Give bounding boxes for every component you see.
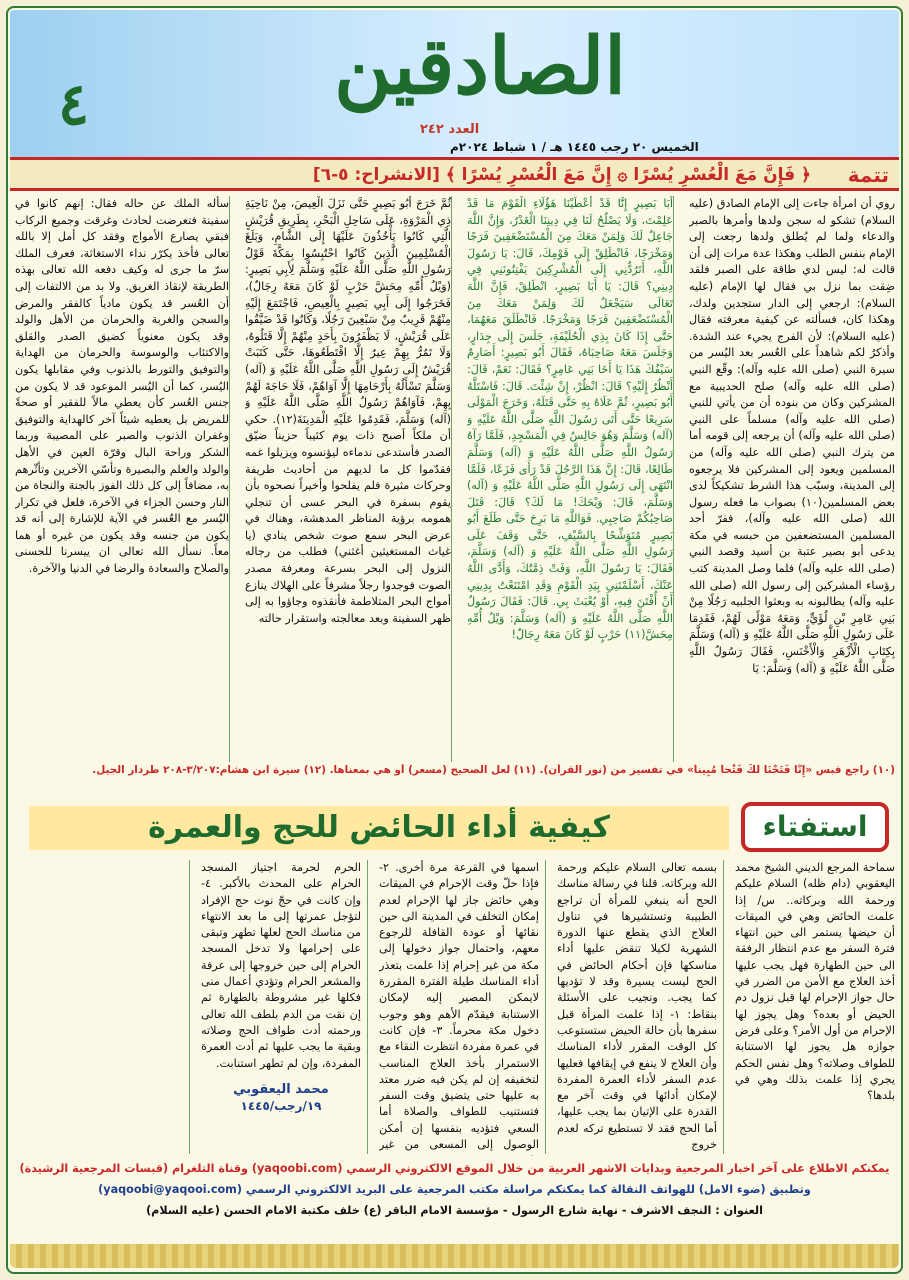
issue-number: العدد ٢٤٢	[420, 122, 480, 137]
istifta-banner	[10, 796, 899, 858]
column-divider	[189, 860, 190, 1154]
page-number: ٤	[58, 70, 90, 138]
issue-date: الخميس ٢٠ رجب ١٤٤٥ هـ / ١ شباط ٢٠٢٤م	[450, 140, 699, 154]
column-divider	[367, 860, 368, 1154]
signature-date: ١٩/رجب/١٤٤٥	[240, 1099, 322, 1114]
article-column-2: أَبَا بَصِيرٍ إِنَّا قَدْ أَعْطَيْنَا هَؤُلَاءِ الْقَوْمَ مَا قَدْ عَلِمْتَ، وَلَا يَصْلُحُ لَنَا فِي دِينِنَا الْغَدْرُ، وَإِنَّ اللَّهَ جَاعِلٌ لَكَ وَلِمَنْ مَعَكَ مِنَ الْمُسْتَضْعَفِينَ فَرَجًا وَمَخْرَجًا، فَانْطَلِقْ إِلَى قَوْمِكَ، قَالَ: يَا رَسُولَ اللَّهِ، أَتَرُدُّنِي إِلَى الْمُشْرِكِينَ يَفْتِنُونَنِي فِي دِينِي؟ قَالَ: يَا أَبَا بَصِيرٍ، انْطَلِقْ، فَإِنَّ اللَّهَ تَعَالَى سَيَجْعَلُ لَكَ وَلِمَنْ مَعَكَ مِنَ الْمُسْتَضْعَفِينَ فَرَجًا وَمَخْرَجًا. فَانْطَلَقَ مَعَهُمَا، حَتَّى إِذَا كَانَ بِذِي الْحُلَيْفَةِ، جَلَسَ إِلَى جِدَارٍ، وَجَلَسَ مَعَهُ صَاحِبَاهُ، فَقَالَ أَبُو بَصِيرٍ: أَصَارِمٌ سَيْفُكَ هَذَا يَا أَخَا بَنِي عَامِرٍ؟ فَقَالَ: نَعَمْ، قَالَ: أَنْظُرُ إِلَيْهِ؟ قَالَ: انْظُرْ، إِنْ شِئْتَ. قَالَ: فَاسْتَلَّهُ أَبُو بَصِيرٍ، ثُمَّ عَلَاهُ بِهِ حَتَّى قَتَلَهُ، وَخَرَجَ الْمَوْلَى سَرِيعًا حَتَّى أَتَى رَسُولَ اللَّهِ صَلَّى اللَّهُ عَلَيْهِ وَ (آله) وَسَلَّمَ وَهُوَ جَالِسٌ فِي الْمَسْجِدِ، فَلَمَّا رَآهُ رَسُولُ اللَّهِ صَلَّى اللَّهُ عَلَيْهِ وَ (آله) وَسَلَّمَ طَالِعًا، قَالَ: إِنَّ هَذَا الرَّجُلَ قَدْ رَأَى فَزَعًا، فَلَمَّا انْتَهَى إِلَى رَسُولِ اللَّهِ صَلَّى اللَّهُ عَلَيْهِ وَ (آله) وَسَلَّمَ، قَالَ: وَيْحَكَ! مَا لَكَ؟ قَالَ: قَتَلَ صَاحِبُكُمْ صَاحِبِي. فَوَاللَّهِ مَا بَرِحَ حَتَّى طَلَعَ أَبُو بَصِيرٍ مُتَوَشِّحًا بِالسَّيْفِ، حَتَّى وَقَفَ عَلَى رَسُولِ اللَّهِ صَلَّى اللَّهُ عَلَيْهِ وَ (آله) وَسَلَّمَ، فَقَالَ: يَا رَسُولَ اللَّهِ، وَفَتْ ذِمَّتُكَ، وَأَدَّى اللَّهُ عَنْكَ، أَسْلَمْتَنِي بِيَدِ الْقَوْمِ وَقَدِ امْتَنَعْتُ بِدِينِي أَنْ أُفْتَنَ فِيهِ، أَوْ يُعْبَثَ بِي. قَالَ: فَقَالَ رَسُولُ اللَّهِ صَلَّى اللَّهُ عَلَيْهِ وَ (آله) وَسَلَّمَ: وَيْلُ أُمِّهِ مِحَشَّ(١١) حَرْبٍ لَوْ كَانَ مَعَهُ رِجَالٌ!	[467, 197, 673, 642]
decorative-bottom-strip	[10, 1244, 899, 1268]
column-divider	[673, 196, 674, 762]
istifta-columns	[14, 860, 895, 1156]
istifta-answer-column-2: اسمها في القرعة مرة أخرى. ٢- فإذا حلّ وقت الإحرام في الميقات وهي حائض جاز لها الإحرام لعدم إمكان التخلف في المدينة الى حين نقائها أو عودة القافلة للرجوع معهم، واحتمال جواز دخولها إلى مكة من غير إحرام إذا علمت بتعذر أداء المناسك طيلة الفترة المقررة لايمكن المصير إليه لإمكان الاستنابة فيقدّم الأهم وهو وجوب دخول مكة محرماً. ٣- فإن كانت في عمرة مفردة انتظرت النقاء مع الاستمرار بأخذ العلاج المناسب لتخفيفه إن لم يكن فيه ضرر معتد به عليها حتى يتضيق وقت السفر فتستنيب للطواف والصلاة أما السعي فتؤديه بنفسها إن أمكن الوصول إلى المسعى من غير	[379, 861, 539, 1152]
article-columns	[14, 196, 895, 766]
footer-email-line: وتطبيق (ضوء الامل) للهواتف النقالة كما يمكنكم مراسلة مكتب المرجعية على البريد الالكتروني الرسمي (yaqoobi@yaqooi.com)	[98, 1183, 811, 1196]
istifta-label: استفتاء	[741, 802, 889, 852]
article-column-1: روي أن امرأة جاءت إلى الإمام الصادق (عليه السلام) تشكو له سجن ولدها وأمرها بالصبر والدعاء ولما لم يُطلق ولدها رجعت إلى الإمام بنفس الطلب وهكذا عدة مرات إلى أن قالت له: ليس لدي طاقة على الصبر فلقد ضِقت بما نزل بي فقال لها الإمام (عليه السلام): ارجعي إلى الدار ستجدين ولدك، وهكذا كان، فسألته عن كيفية معرفته فقال (عليه السلام): لأن الفرج يجيء عند الشدة. وأذكرُ لكم شاهداً على العُسر بعد اليُسر من سيرة النبي (صلى الله عليه وآله): وقّع النبي (صلى الله عليه وآله) صلح الحديبية مع المشركين وكان من بنوده أن من يأتي للنبي (صلى الله عليه وآله) مسلماً على النبي (صلى الله عليه وآله) أن يرجعه إلى قومه أما من يترك النبي (صلى الله عليه وآله) من المسلمين ويعود إلى المشركين فلا يرجعوه إلى المدينة، وسبّب هذا الشرط تشكيكاً لدى بعض المسلمين(١٠) بصواب ما فعله رسول الله (صلى الله عليه وآله)، ففرّ أحد المسلمين المستضعفين من حبسه في مكة يدعى أبو بصير عتبة بن أسيد وقصد النبي (صلى الله عليه وآله) فلما وصل المدينة كتب رؤساء المشركين إلى رسول الله (صلى الله عليه وآله) يطالبونه به وبعثوا الجلبيه رَجُلًا مِنْ بَنِي عَامِرِ بْنِ لُؤَيٍّ، وَمَعَهُ مَوْلًى لَهُمْ، فَقَدِمَا عَلَى رَسُولِ اللَّهِ صَلَّى اللَّهُ عَلَيْهِ وَ (آله) وَسَلَّمَ بِكِتَابِ الْأَزْهَرِ وَالْأَخْنَسِ، فَقَالَ رَسُولُ اللَّهِ صَلَّى اللَّهُ عَلَيْهِ وَ (آله) وَسَلَّمَ: يَا	[689, 197, 895, 675]
istifta-title: كيفية أداء الحائض للحج والعمرة	[29, 806, 729, 850]
footer-website-line: يمكنكم الاطلاع على آخر اخبار المرجعية وبدايات الاشهر العربية من خلال الموقع الالكتروني الرسمي (yaqoobi.com) وقناة التلغرام (قبسات المرجعية الرشيدة)	[19, 1162, 890, 1175]
newspaper-masthead: الصادقين	[334, 21, 626, 112]
footer-address-line: العنوان : النجف الاشرف - نهاية شارع الرسول - مؤسسة الامام الباقر (ع) خلف مكتبة الامام الحسن (عليه السلام)	[146, 1204, 763, 1217]
istifta-answer-text: الحرم لحرمة اجتياز المسجد الحرام على المحدث بالأكبر. ٤- وإن كانت في حجّ نوت حج الإفراد لتؤجل عمرتها إلى ما بعد الانتهاء من مناسك الحج لعلها تطهر وتبقى على إحرامها ولا تدخل المسجد الحرام إلى حين خروجها إلى عرفة والمشعر الحرام وتؤدي أعمال منى فكلها غير مشروطة بالطهارة ثم إن نقت من الدم بلطف الله تعالى ورحمته أدت طواف الحج وصلاته وبقية ما يجب عليها ثم أدت العمرة المفردة، وإن لم تطهر استنابت.	[201, 861, 361, 1070]
signature-name: محمد اليعقوبي	[233, 1081, 329, 1097]
page-footer	[10, 1158, 899, 1242]
article-verse-title: ﴿ فَإِنَّ مَعَ الْعُسْرِ يُسْرًا ۞ إِنَّ مَعَ الْعُسْرِ يُسْرًا ﴾ [الانشراح: ٥-٦]	[312, 165, 811, 185]
istifta-question: سماحة المرجع الديني الشيخ محمد اليعقوبي (دام ظله) السلام عليكم ورحمة الله وبركاته.. س/ إذا علمت الحائض وهي في الميقات أن حيضها يستمر الى حين انتهاء فترة السفر مع عدم انتظار الرفقة الى حين الطهارة فهل يجب عليها أخذ العلاج مع الأمن من الضرر في حال جواز الإحرام لها قبل نزول دم الحيض أو بعده؟ وهل يجوز لها الإحرام من أول الأمر؟ وعلى فرض جوازه هل يجوز لها الاستنابة للطواف وصلاته؟ وهل نفس الحكم يجري إذا علمت بذلك وهي في بلدها؟	[735, 861, 895, 1103]
column-divider	[723, 860, 724, 1154]
istifta-answer-column-3	[201, 860, 361, 1156]
article-title-bar	[10, 157, 899, 191]
article-column-3: ثُمَّ خَرَجَ أَبُو بَصِيرٍ حَتَّى نَزَلَ الْعِيصَ، مِنْ نَاحِيَةِ ذِي الْمَرْوَةِ، عَلَى سَاحِلِ الْبَحْرِ، بِطَرِيقِ قُرَيْشٍ الَّتِي كَانُوا يَأْخُذُونَ عَلَيْهَا إِلَى الشَّامِ، وَبَلَغَ الْمُسْلِمِينَ الَّذِينَ كَانُوا احْتُبِسُوا بِمَكَّةَ قَوْلُ رَسُولِ اللَّهِ صَلَّى اللَّهُ عَلَيْهِ وَسَلَّمَ لِأَبِي بَصِيرٍ: (وَيْلُ أُمِّهِ مِحَشَّ حَرْبٍ لَوْ كَانَ مَعَهُ رِجَالٌ)، فَخَرَجُوا إِلَى أَبِي بَصِيرٍ بِالْعِيصِ، فَاجْتَمَعَ إِلَيْهِ مِنْهُمْ قَرِيبٌ مِنْ سَبْعِينَ رَجُلًا، وَكَانُوا قَدْ ضَيَّقُوا عَلَى قُرَيْشٍ، لَا يَظْفَرُونَ بِأَحَدٍ مِنْهُمْ إِلَّا قَتَلُوهُ، وَلَا تَمُرُّ بِهِمْ عِيرٌ إِلَّا اقْتَطَعُوهَا، حَتَّى كَتَبَتْ قُرَيْشٌ إِلَى رَسُولِ اللَّهِ صَلَّى اللَّهُ عَلَيْهِ وَ (آله) وَسَلَّمَ تَسْأَلُهُ بِأَرْحَامِهَا إِلَّا آوَاهُمْ، فَلَا حَاجَةَ لَهُمْ بِهِمْ، فَآوَاهُمْ رَسُولُ اللَّهِ صَلَّى اللَّهُ عَلَيْهِ وَ (آله) وَسَلَّمَ، فَقَدِمُوا عَلَيْهِ الْمَدِينَةَ(١٢). حكي أن ملكاً أصبح ذات يوم كئيباً حزيناً ضيّق الصدر فأستدعى ندماءه ليؤنسوه ويزيلوا غمه فقدّموا كل ما لديهم من أحاديث طريفة وحركات مثيرة فلم يفلحوا وأخيراً نصحوه بأن يقوم بسفرة في البحر عسى أن تنجلي همومه برؤية المناظر المدهشة، وهناك في عرض البحر سمع صوت شخص ينادي (يا غياث المستغيثين أغثني) فطلب من رجاله النزول إلى البحر بسرعة ومعرفة مصدر الصوت فوجدوا رجلاً مشرفاً على الهلاك ينازع أمواج البحر المتلاطمة فأنقذوه وجاؤوا به إلى ظهر السفينة وبعد معالجته واستقرار حالته	[245, 197, 451, 625]
istifta-question-column	[735, 860, 895, 1156]
footnotes: (١٠) راجع قبس «إِنَّا فَتَحْنَا لَكَ فَتْحاً مُبِيناً» في تفسير من (نور القرآن). (١١) لعل الصحيح (مسعر) أو هي بمعناها. (١٢) سيرة ابن هشام:٣/٢٠٧-٢٠٨ طردار الجيل.	[92, 764, 895, 776]
column-divider	[229, 196, 230, 762]
article-column-4: سأله الملك عن حاله فقال: إنهم كانوا في سفينة فتعرضت لحادث وغرقت وجميع الركاب فبقي يصارع الأمواج وفقد كل أمل إلا بالله تعالى فأخذ يكرّر نداء الاستغاثة، فعرف الملك سرّ ما جرى له وكيف دفعه الله تعالى بهذه الطريقة لإنقاذ الغريق. ولا بد من الالتفات إلى أن العُسر قد يكون مادياً كالفقر والمرض والسجن والغربة والحرمان من الأهل والولد وقد يكون معنوياً كضيق الصدر والقلق والاكتئاب والوسوسة والحرمان من الهداية والتوفيق والتورط بالذنوب وفي مقابلها يكون اليُسر، كما أن اليُسر الموعود قد لا يكون من جنس العُسر كأن يعطي مالاً للفقير أو صحةً للمريض بل يعطيه شيئاً آخر كالهداية والتوفيق وغفران الذنوب والصبر على المصيبة وربما الشكر وراحة البال وقرّة العين في الأهل والولد والعلم والبصيرة وتأسّي الآخرين وتأثّرهم به، مضافاً إلى كل ذلك الفوز بالجنة والنجاة من النار وحسن الجزاء في الآخرة، فلعل في تكرار اليُسر مع العُسر في الآية للإشارة إلى أنه قد يكون من جنسه وقد يكون من غيره أو هما معاً. نسأل الله تعالى ان ييسرنا للحسنى والصلاح والسعادة والرضا في الدنيا والآخرة.	[15, 197, 229, 576]
istifta-answer-column-1: بسمه تعالى السلام عليكم ورحمة الله وبركاته. قلنا في رسالة مناسك الحج أنه ينبغي للمرأة أن تراجع الطبيبة وتستشيرها في تناول العلاج الذي يقطع عنها الدورة الشهرية لكيلا تنقض عليها أداء مناسكها فإن أحكام الحائض في الحج ليست يسيرة وقد لا تؤديها كما يجب. ونجيب على الأسئلة بنقاط: ١- إذا علمت المرأة قبل سفرها بأن حالة الحيض ستستوعب كل الوقت المقرر لأداء المناسك وأن العلاج لا ينفع في إيقافها فعليها عدم السفر لأداء العمرة المفردة لإمكان أدائها في وقت آخر مع القدرة على الإتيان بما يجب عليها، أما الحج فقد لا تستطيع تركه لعدم خروج	[557, 861, 717, 1152]
continuation-label: تتمة	[847, 163, 889, 187]
column-divider	[545, 860, 546, 1154]
istifta-empty-column	[15, 860, 183, 1156]
masthead-header	[10, 10, 899, 158]
column-divider	[451, 196, 452, 762]
